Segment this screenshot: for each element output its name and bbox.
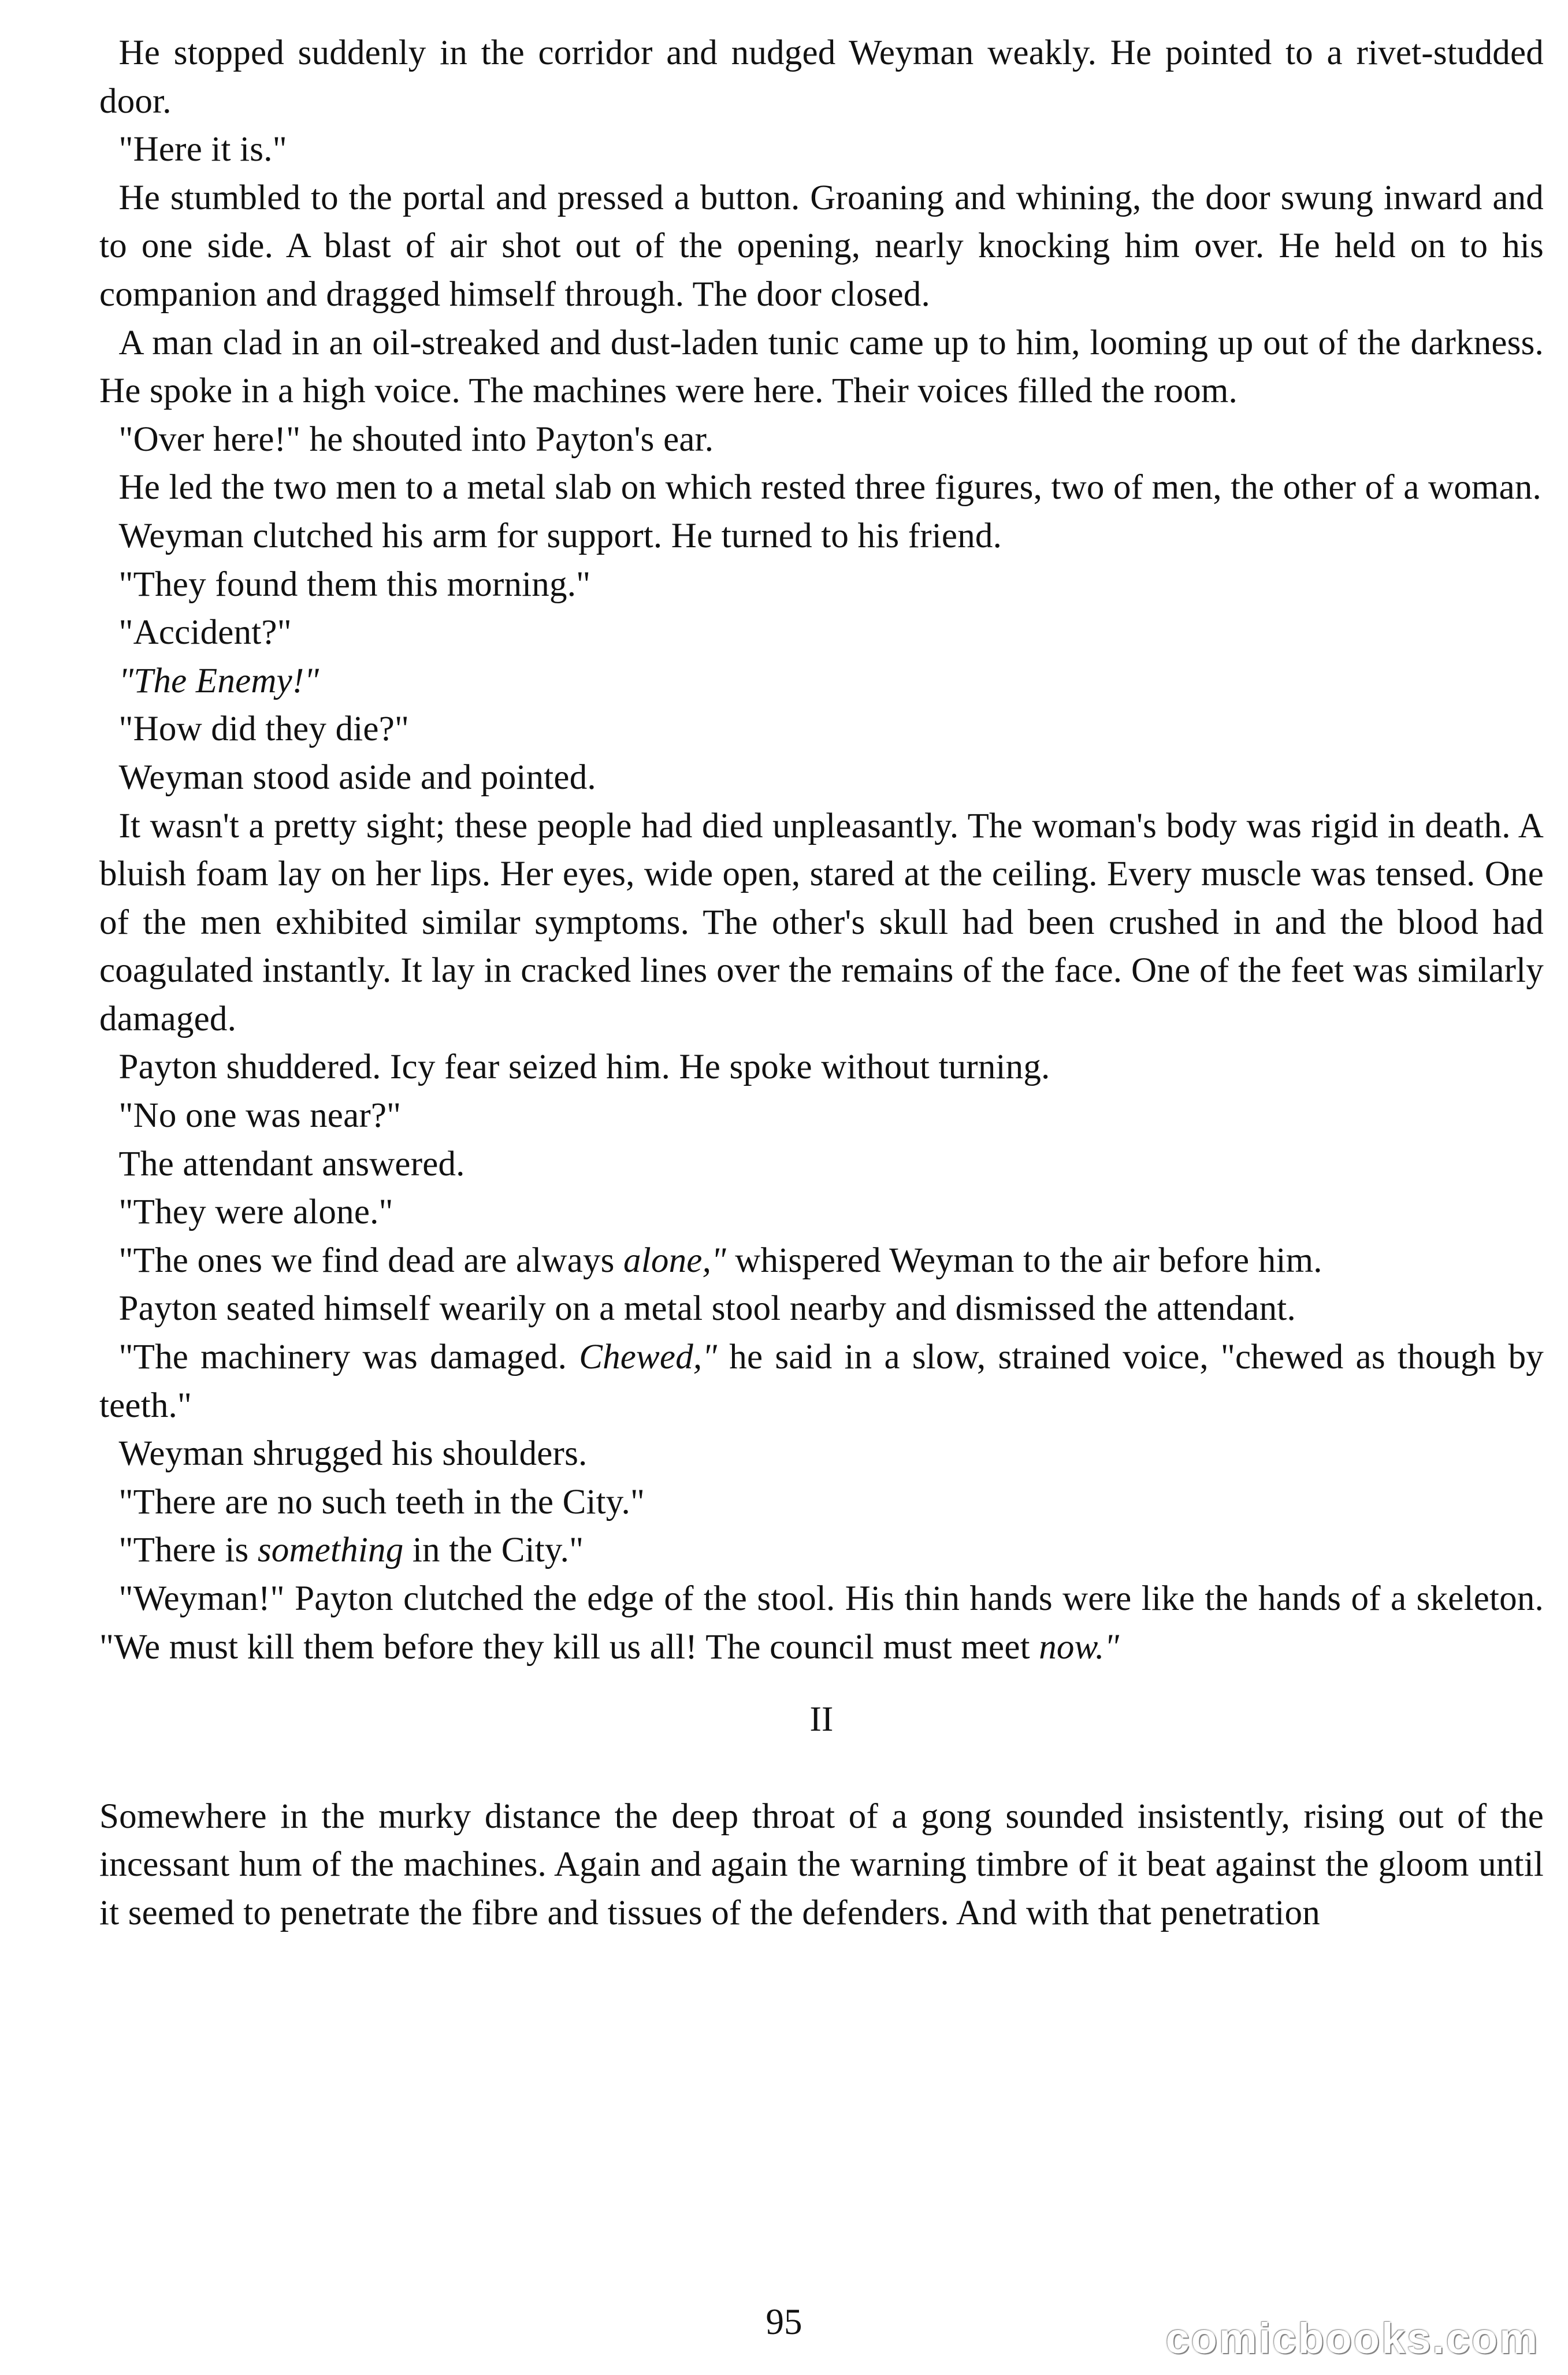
text-run: Weyman shrugged his shoulders.	[118, 1434, 588, 1474]
paragraph	[99, 1043, 1544, 1092]
italic-run: Chewed,"	[579, 1338, 718, 1377]
paragraph	[99, 657, 1544, 706]
text-run: he said in a slow, strained voice, "chewed as though by teeth."	[99, 1338, 1544, 1425]
text-run: He stopped suddenly in the corridor and nudged Weyman weakly. He pointed to a rivet-studded door.	[99, 34, 1544, 121]
paragraph	[99, 512, 1544, 561]
page-number: 95	[766, 2302, 802, 2342]
italic-run: now."	[1039, 1627, 1120, 1667]
text-run: He stumbled to the portal and pressed a button. Groaning and whining, the door swung inward and to one side. A blast of air shot out of the opening, nearly knocking him over. He held on to his companion and dragged himself through. The door closed.	[99, 178, 1544, 314]
text-run: "There are no such teeth in the City."	[118, 1482, 645, 1522]
paragraph	[99, 561, 1544, 609]
italic-run: alone,"	[623, 1241, 726, 1280]
section-heading: II	[809, 1700, 834, 1739]
text-run: "No one was near?"	[118, 1096, 402, 1135]
paragraph	[99, 1237, 1544, 1285]
text-run: "Here it is."	[118, 130, 287, 169]
paragraph	[99, 754, 1544, 802]
paragraph	[99, 415, 1544, 464]
paragraph	[99, 463, 1544, 512]
text-run: "Weyman!" Payton clutched the edge of the stool. His thin hands were like the hands of a skeleton. "We must kill them before they kill us all! The council must meet	[99, 1579, 1544, 1667]
text-run: It wasn't a pretty sight; these people had died unpleasantly. The woman's body was rigid in death. A bluish foam lay on her lips. Her eyes, wide open, stared at the ceiling. Every muscle was tensed. One of the men exhibited similar symptoms. The other's skull had been crushed in and the blood had coagulated instantly. It lay in cracked lines over the remains of the face. One of the feet was similarly damaged.	[99, 806, 1544, 1038]
italic-run: "The Enemy!"	[118, 661, 319, 700]
text-run: whispered Weyman to the air before him.	[726, 1241, 1322, 1280]
text-run: "How did they die?"	[118, 710, 410, 749]
text-run: Weyman clutched his arm for support. He turned to his friend.	[118, 516, 1002, 555]
paragraph	[99, 1285, 1544, 1333]
text-run: Weyman stood aside and pointed.	[118, 758, 596, 797]
paragraph	[99, 705, 1544, 754]
text-run: "Accident?"	[118, 613, 292, 652]
paragraph	[99, 802, 1544, 1044]
watermark-logo: comicbooks.com	[1165, 2314, 1539, 2362]
text-run: A man clad in an oil-streaked and dust-laden tunic came up to him, looming up out of the darkness. He spoke in a high voice. The machines were here. Their voices filled the room.	[99, 323, 1544, 411]
paragraph	[99, 1526, 1544, 1575]
text-run: "There is	[118, 1531, 258, 1570]
text-run: Payton shuddered. Icy fear seized him. He spoke without turning.	[118, 1048, 1050, 1087]
paragraph	[99, 29, 1544, 125]
story-text	[99, 29, 1544, 1938]
paragraph	[99, 608, 1544, 657]
text-run: in the City."	[403, 1531, 584, 1570]
paragraph	[99, 174, 1544, 319]
paragraph	[99, 1333, 1544, 1430]
text-run: "Over here!" he shouted into Payton's ear.	[118, 420, 714, 459]
paragraph-list	[99, 29, 1544, 1671]
text-run: "The ones we find dead are always	[118, 1241, 624, 1280]
text-run: He led the two men to a metal slab on which rested three figures, two of men, the other of a woman.	[118, 468, 1541, 507]
paragraph	[99, 125, 1544, 174]
paragraph	[99, 319, 1544, 415]
text-run: The attendant answered.	[118, 1144, 465, 1183]
paragraph	[99, 1188, 1544, 1237]
paragraph	[99, 1092, 1544, 1140]
text-run: "They were alone."	[118, 1193, 393, 1232]
paragraph	[99, 1430, 1544, 1478]
paragraph	[99, 1478, 1544, 1527]
text-run: "They found them this morning."	[118, 565, 591, 604]
paragraph	[99, 1140, 1544, 1189]
italic-run: something	[257, 1531, 404, 1570]
text-run: "The machinery was damaged.	[118, 1338, 579, 1377]
section-opening-paragraph: Somewhere in the murky distance the deep throat of a gong sounded insistently, rising out of the incessant hum of the machines. Again and again the warning timbre of it beat against the gloom until it seemed to penetrate the fibre and tissues of the defenders. And with that penetration	[99, 1797, 1544, 1932]
paragraph	[99, 1575, 1544, 1671]
text-run: Payton seated himself wearily on a metal stool nearby and dismissed the attendant.	[118, 1289, 1296, 1328]
